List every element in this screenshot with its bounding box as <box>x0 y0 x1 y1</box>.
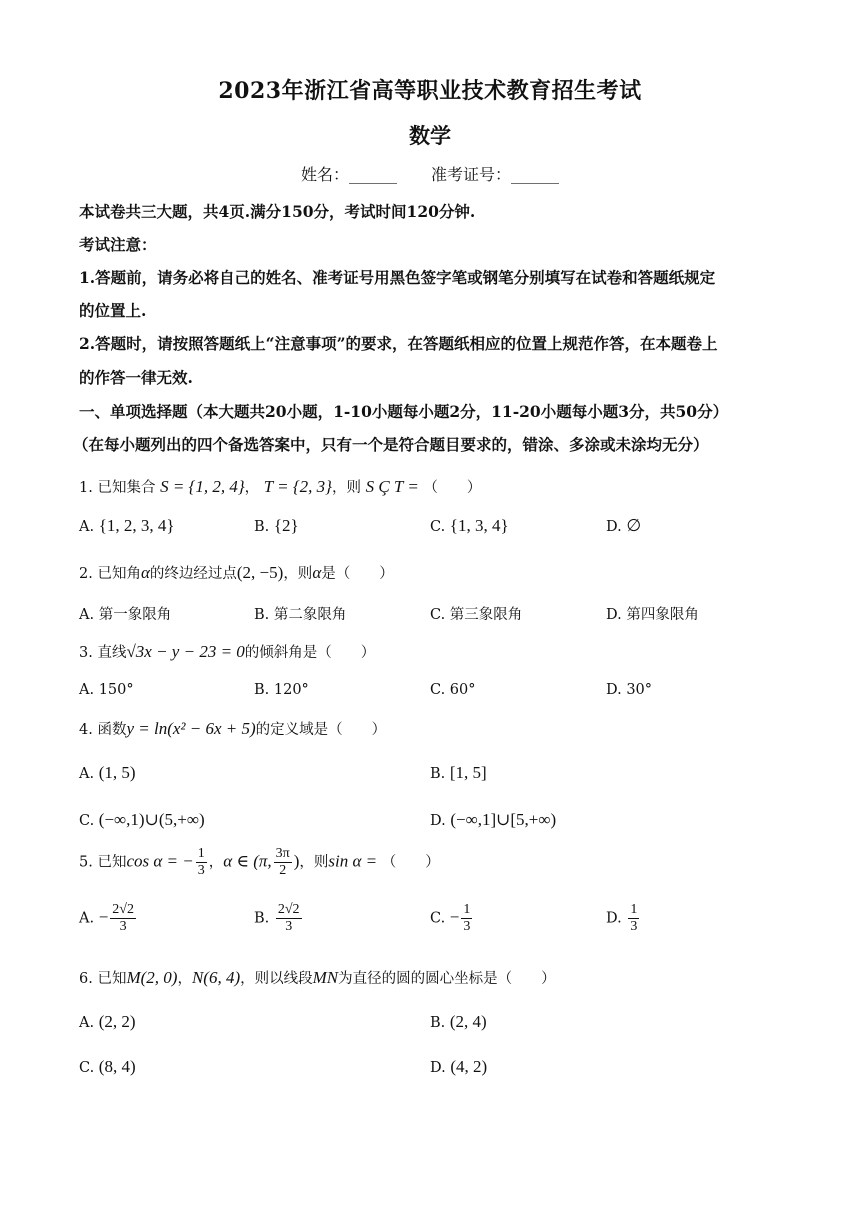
q3-option-b: B. 120° <box>254 682 309 698</box>
q6-option-c: C. (8, 4) <box>79 1057 136 1076</box>
notice-1b: 的位置上. <box>79 301 147 320</box>
q5-option-c: C. − $\frac{1}{3}$ <box>430 902 471 935</box>
q5-option-d: D. $\frac{1}{3}$ <box>606 902 638 935</box>
q5-option-a: A. − $\frac{2√2}{3}$ <box>79 902 134 935</box>
q2-option-b: B. 第二象限角 <box>254 607 347 623</box>
candidate-info <box>0 162 860 185</box>
id-field-label: 准考证号：______ <box>431 165 560 184</box>
question-4: 4. 函数y = ln(x² − 6x + 5)的定义域是（ ） <box>79 719 387 738</box>
q3-option-c: C. 60° <box>430 682 476 698</box>
intro-line: 本试卷共三大题，共4页.满分150分，考试时间120分钟. <box>79 202 476 221</box>
q3-option-d: D. 30° <box>606 682 653 698</box>
notice-1a: 1.答题前，请务必将自己的姓名、准考证号用黑色签字笔或钢笔分别填写在试卷和答题纸规定 <box>79 268 716 287</box>
question-1: 1. 已知集合 S = {1, 2, 4}， T = {2, 3}，则 S Ç T = （ ） <box>79 477 482 496</box>
question-5: 5. 已知cos α = − $\frac{1}{3}$ ，α ∈ (π, $\frac{3\pi}{2}$ )，则sin α = （ ） <box>79 846 440 879</box>
q1-option-d: D. ∅ <box>606 516 642 535</box>
q6-option-d: D. (4, 2) <box>430 1057 488 1076</box>
exam-title: 2023年浙江省高等职业技术教育招生考试 <box>218 78 642 104</box>
q2-option-a: A. 第一象限角 <box>79 607 172 623</box>
question-3: 3. 直线√3x − y − 23 = 0的倾斜角是（ ） <box>79 642 376 661</box>
q4-option-c: C. (−∞,1)∪(5,+∞) <box>79 810 205 829</box>
q6-option-a: A. (2, 2) <box>79 1012 136 1031</box>
q4-option-d: D. (−∞,1]∪[5,+∞) <box>430 810 557 829</box>
notice-2a: 2.答题时，请按照答题纸上“注意事项”的要求，在答题纸相应的位置上规范作答，在本题卷上 <box>79 334 718 353</box>
q4-option-a: A. (1, 5) <box>79 763 136 782</box>
q3-option-a: A. 150° <box>79 682 134 698</box>
q5-option-b: B. $\frac{2√2}{3}$ <box>254 902 300 935</box>
q2-option-c: C. 第三象限角 <box>430 607 523 623</box>
q1-option-c: C. {1, 3, 4} <box>430 516 509 535</box>
q4-option-b: B. [1, 5] <box>430 763 487 782</box>
section-subheading: （在每小题列出的四个备选答案中，只有一个是符合题目要求的，错涂、多涂或未涂均无分） <box>73 435 709 454</box>
exam-subject: 数学 <box>409 123 451 148</box>
notice-2b: 的作答一律无效. <box>79 368 193 387</box>
q1-option-b: B. {2} <box>254 516 299 535</box>
q6-option-b: B. (2, 4) <box>430 1012 487 1031</box>
question-6: 6. 已知M(2, 0)，N(6, 4)，则以线段MN为直径的圆的圆心坐标是（ ） <box>79 968 556 987</box>
section-heading: 一、单项选择题（本大题共20小题，1-10小题每小题2分，11-20小题每小题3分，共50分） <box>79 402 729 421</box>
question-2: 2. 已知角α的终边经过点(2, −5)，则α是（ ） <box>79 563 394 582</box>
notice-title: 考试注意： <box>79 235 157 254</box>
q2-option-d: D. 第四象限角 <box>606 607 699 623</box>
name-field-label: 姓名：______ <box>300 165 397 184</box>
q1-option-a: A. {1, 2, 3, 4} <box>79 516 175 535</box>
